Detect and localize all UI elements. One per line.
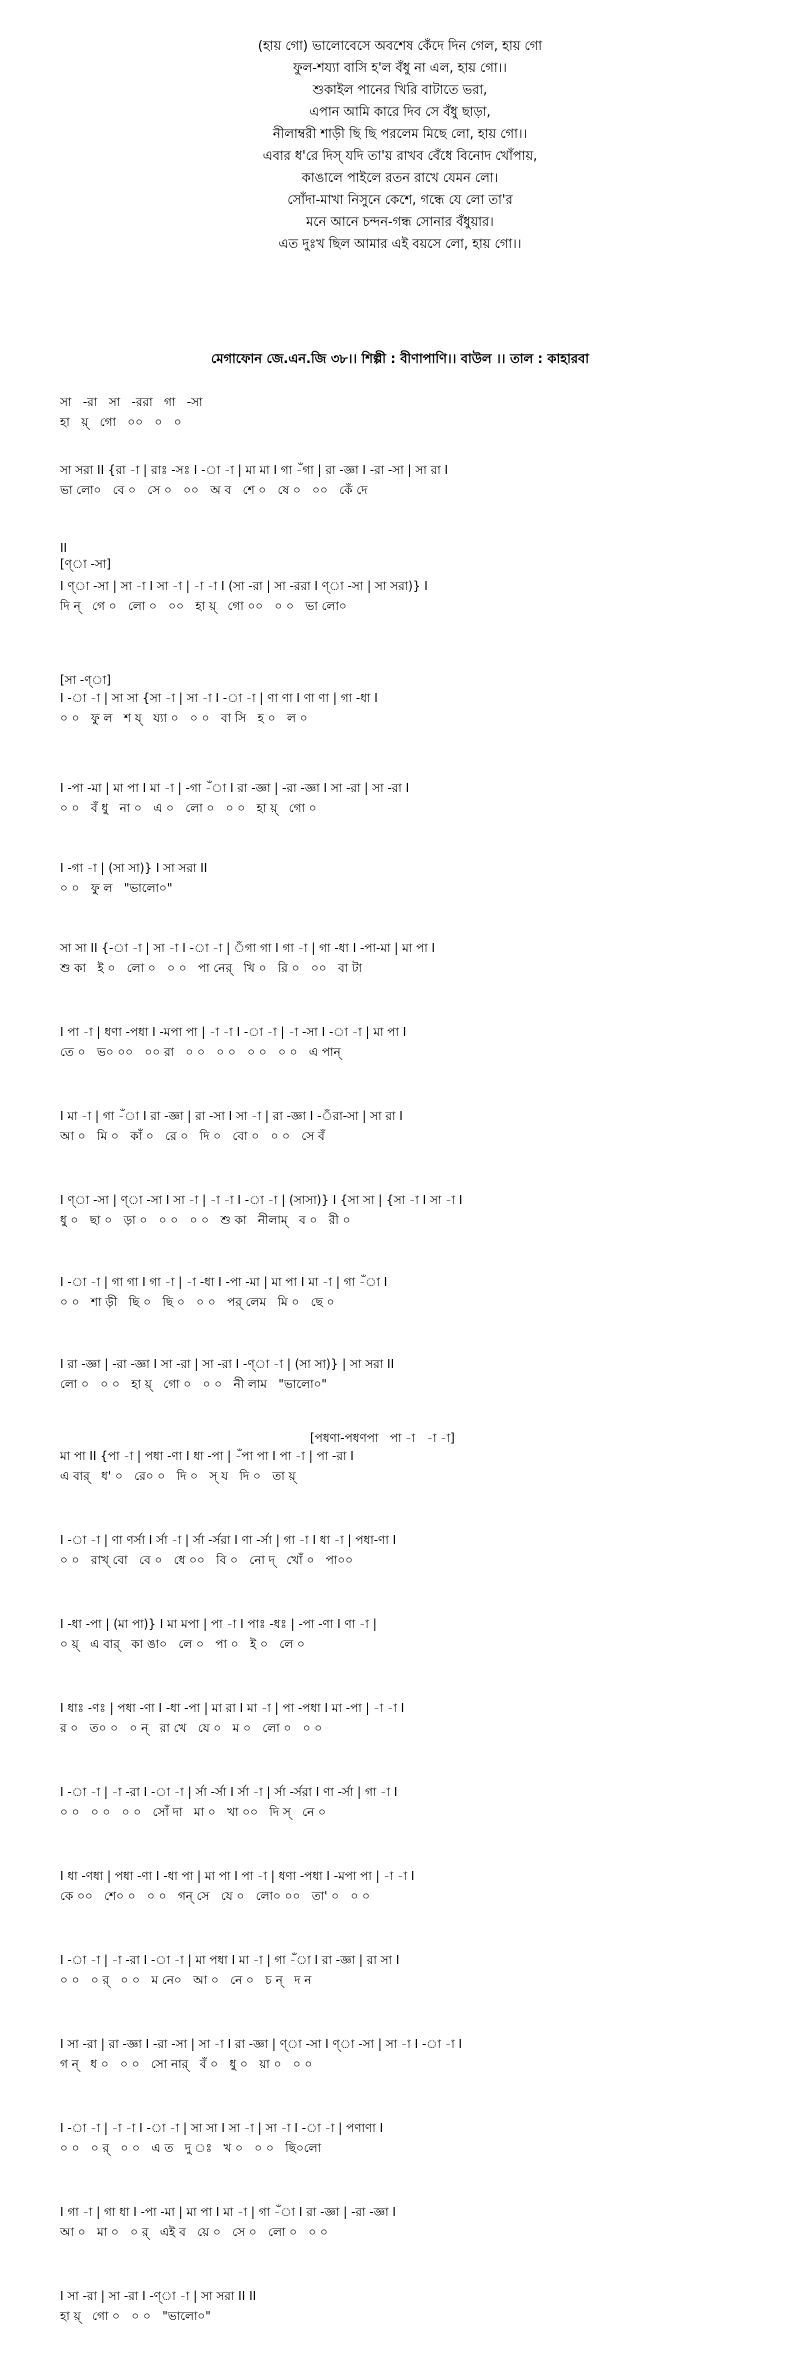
- word-row: ভা লো০ বে ০ সে ০ ০০ অ ব শে ০ ষে ০ ০০ কেঁ দে: [60, 483, 368, 497]
- recording-info: মেগাফোন জে.এন.জি ৩৮।। শিল্পী : বীণাপাণি।। বাউল ।। তাল : কাহারবা: [210, 352, 590, 367]
- word-row: ০ ০ শা ড়ী ছি ০ ছি ০ ০ ০ পর্ লেম মি ০ ছে ০: [60, 1295, 335, 1309]
- notation-block: [60, 1530, 750, 1570]
- notation-block: [60, 778, 750, 818]
- word-row: ধু ০ ছা ০ ড়া ০ ০ ০ ০ ০ শু কা নীলাম্ ব ০ রী ০: [60, 1213, 351, 1227]
- word-row: আ ০ মা ০ ০ র্ এই ব য়ে ০ সে ০ লো ০ ০ ০: [60, 2225, 328, 2239]
- notation-block: [60, 1698, 750, 1738]
- swara-row: I -ধা -পা | (মা পা)} I মা মপা | পা -া I পাঃ -ধঃ | -পা -ণা I ণা -া |: [60, 1617, 377, 1631]
- swara-row: I -া -া | ণা ণর্সা I র্সা -া | র্সা -র্সরা I ণা -র্সা | গা -া I ধা -া | পধা-ণা I: [60, 1533, 397, 1547]
- word-row: ০ ০ রাখ্ বো বে ০ ধে ০০ বি ০ নো দ্ খোঁ ০ পা০০: [60, 1553, 353, 1567]
- swara-row: I গা -া | গা ধা I -পা -মা | মা পা I মা -া | গা -ঁা I রা -জ্ঞা | -রা -জ্ঞা I: [60, 2205, 396, 2219]
- swara-row: I -া -া | -া -রা I -া -া | মা পধা I মা -া | গা -ঁা I রা -জ্ঞা | রা সা I: [60, 1953, 400, 1967]
- word-row: ০ ০ ফু ল শ য্ য্যা ০ ০ ০ বা সি হ ০ ল ০: [60, 711, 308, 725]
- lyric-line: ফুল-শয্যা বাসি হ'ল বঁধু না এল, হায় গো।।: [293, 61, 507, 76]
- lyric-line: নীলাম্বরী শাড়ী ছি ছি পরলেম মিছে লো, হায় গো।।: [272, 127, 528, 142]
- notation-block: [60, 1106, 750, 1146]
- word-row: ০ ০ ফু ল "ভালো০": [60, 881, 173, 895]
- notation-block: [60, 858, 750, 898]
- lyric-line: শুকাইল পানের খিরি বাটাতে ভরা,: [312, 83, 488, 98]
- notation-block: [60, 1614, 750, 1654]
- swara-row: I -া -া | -া -া I -া -া | সা সা I সা -া | সা -া I -া -া | পণাণা I: [60, 2121, 384, 2135]
- word-row: আ ০ মি ০ কাঁ ০ রে ০ দি ০ বো ০ ০ ০ সে বঁ: [60, 1129, 325, 1143]
- lyric-line: এপান আমি কারে দিব সে বঁধু ছাড়া,: [309, 105, 491, 120]
- word-row: দি ন্ গে ০ লো ০ ০০ হা য়্ গো ০০ ০ ০ ভা লো০: [60, 599, 347, 613]
- word-row: ০ ০ ০ ০ ০ ০ সোঁ দা মা ০ খা ০০ দি স্ নে ০: [60, 1805, 326, 1819]
- lyric-line: (হায় গো) ভালোবেসে অবশেষ কেঁদে দিন গেল, হায় গো: [257, 39, 543, 54]
- word-row: ০ ০ বঁ ধু না ০ এ ০ লো ০ ০ ০ হা য়্ গো ০: [60, 801, 317, 815]
- swara-row: I ধা -ণধা | পধা -ণা I -ধা পা | মা পা I পা -া | ধণা -পধা I -মপা পা | -া -া I: [60, 1869, 415, 1883]
- annotation: [পধণা-পধণপা পা -া -া -া]: [310, 1431, 455, 1445]
- swara-row: I -া -া | সা সা {সা -া | সা -া I -া -া | ণা ণা I ণা ণা | গা -ধা I: [60, 691, 378, 705]
- word-row: র ০ ত০ ০ ০ ন্ রা খে যে ০ ম ০ লো ০ ০ ০: [60, 1721, 323, 1735]
- swara-row: সা -রা সা -ররা গা -সা: [60, 395, 203, 409]
- notation-block: [60, 540, 750, 616]
- word-row: তে ০ ভ০ ০০ ০০ রা ০ ০ ০ ০ ০ ০ ০ ০ এ পান্: [60, 1045, 341, 1059]
- notation-block: [60, 2118, 750, 2158]
- swara-row: I রা -জ্ঞা | -রা -জ্ঞা I সা -রা | সা -রা I -ণ্‌া -া | (সা সা)} | সা সরা II: [60, 1357, 395, 1371]
- swara-row: I সা -রা | সা -রা I -ণ্‌া -া | সা সরা II II: [60, 2289, 257, 2303]
- swara-row: I পা -া | ধণা -পধা I -মপা পা | -া -া I -া -া | -া -সা I -া -া | মা পা I: [60, 1025, 407, 1039]
- notation-block: [60, 1950, 750, 1990]
- notation-block: [60, 1866, 750, 1906]
- swara-row: I -া -া | -া -রা I -া -া | র্সা -র্সা I র্সা -া | র্সা -র্সরা I ণা -র্সা | গা -া I: [60, 1785, 398, 1799]
- notation-block: [60, 1430, 750, 1486]
- lyric-line: কাঙালে পাইলে রতন রাখে যেমন লো।: [301, 171, 499, 186]
- word-row: শু কা ই ০ লো ০ ০ ০ পা নের্ খি ০ রি ০ ০০ বা টা: [60, 961, 363, 975]
- word-row: ০ ০ ০ র্ ০ ০ এ ত দু ঃ খ ০ ০ ০ ছি০লো: [60, 2141, 322, 2155]
- word-row: হা য়্ গো ০০ ০ ০: [60, 415, 182, 429]
- swara-row: I ধাঃ -ণঃ | পধা -ণা I -ধা -পা | মা রা I মা -া | পা -পধা I মা -পা | -া -া I: [60, 1701, 405, 1715]
- notation-block: [60, 2202, 750, 2242]
- lyrics-block: [0, 36, 800, 256]
- swara-row: I সা -রা | রা -জ্ঞা I -রা -সা | সা -া I রা -জ্ঞা | ণ্‌া -সা I ণ্‌া -সা | সা -া I -া -া I: [60, 2037, 463, 2051]
- notation-block: [60, 392, 750, 432]
- word-row: এ বার্ ধ' ০ রে০ ০ দি ০ স্ য দি ০ তা য়্: [60, 1469, 296, 1483]
- lyric-line: এবার ধ'রে দিস্ যদি তা'য় রাখব বেঁধে বিনোদ খোঁপায়,: [262, 149, 538, 164]
- notation-block: [60, 460, 750, 500]
- notation-block: [60, 1354, 750, 1394]
- swara-row: মা পা II {পা -া | পধা -ণা I ধা -পা | -ঁপা পা I পা -া | পা -রা I: [60, 1449, 354, 1463]
- annotation: [সা -ণ্‌া]: [60, 673, 111, 687]
- notation-block: [60, 2034, 750, 2074]
- notation-block: [60, 938, 750, 978]
- word-row: গ ন্ ধ ০ ০ ০ সো নার্ বঁ ০ ধু ০ য়া ০ ০ ০: [60, 2057, 313, 2071]
- lyric-line: সোঁদা-মাখা নিসুনে কেশে, গন্ধে যে লো তা'র: [287, 193, 513, 208]
- notation-block: [60, 1782, 750, 1822]
- swara-row: I -পা -মা | মা পা I মা -া | -গা -ঁা I রা -জ্ঞা | -রা -জ্ঞা I সা -রা | সা -রা I: [60, 781, 410, 795]
- word-row: লো ০ ০ ০ হা য়্ গো ০ ০ ০ নী লাম "ভালো০": [60, 1377, 327, 1391]
- notation-block: [60, 1272, 750, 1312]
- notation-block: [60, 2286, 750, 2326]
- swara-row: I -া -া | গা গা I গা -া | -া -ধা I -পা -মা | মা পা I মা -া | গা -ঁা I: [60, 1275, 388, 1289]
- swara-row: সা সা II {-া -া | সা -া I -া -া | ঁগা গা I গা -া | গা -ধা I -পা-মা | মা পা I: [60, 941, 436, 955]
- annotation: II [ণ্‌া -সা]: [60, 541, 111, 571]
- swara-row: I ণ্‌া -সা | ণ্‌া -সা I সা -া | -া -া I -া -া | (সাসা)} I {সা সা | {সা -া I সা -া I: [60, 1193, 463, 1207]
- notation-block: [60, 1190, 750, 1230]
- swara-row: I -গা -া | (সা সা)} I সা সরা II: [60, 861, 208, 875]
- lyric-line: এত দুঃখ ছিল আমার এই বয়সে লো, হায় গো।।: [278, 237, 522, 252]
- word-row: কে ০০ শে০ ০ ০ ০ গন্ সে যে ০ লো০ ০০ তা' ০ ০ ০: [60, 1889, 370, 1903]
- lyric-line: মনে আনে চন্দন-গন্ধ সোনার বঁধুয়ার।: [306, 215, 494, 230]
- notation-block: [60, 672, 750, 728]
- swara-row: সা সরা II {রা -া | রাঃ -সঃ I -া -া | মা মা I গা -ঁগা | রা -জ্ঞা I -রা -সা | সা রা I: [60, 463, 449, 477]
- swara-row: I মা -া | গা -ঁা I রা -জ্ঞা | রা -সা I সা -া | রা -জ্ঞা I -ঁরা-সা | সা রা I: [60, 1109, 403, 1123]
- word-row: ০ ০ ০ র্ ০ ০ ম নে০ আ ০ নে ০ চ ন্ দ ন: [60, 1973, 312, 1987]
- notation-block: [60, 1022, 750, 1062]
- word-row: হা য়্ গো ০ ০ ০ "ভালো০": [60, 2309, 211, 2323]
- word-row: ০ য়্ এ বার্ কা ঙা০ লে ০ পা ০ ই ০ লে ০: [60, 1637, 305, 1651]
- swara-row: I ণ্‌া -সা | সা -া I সা -া | -া -া I (সা -রা | সা -ররা I ণ্‌া -সা | সা সরা)} I: [60, 579, 428, 593]
